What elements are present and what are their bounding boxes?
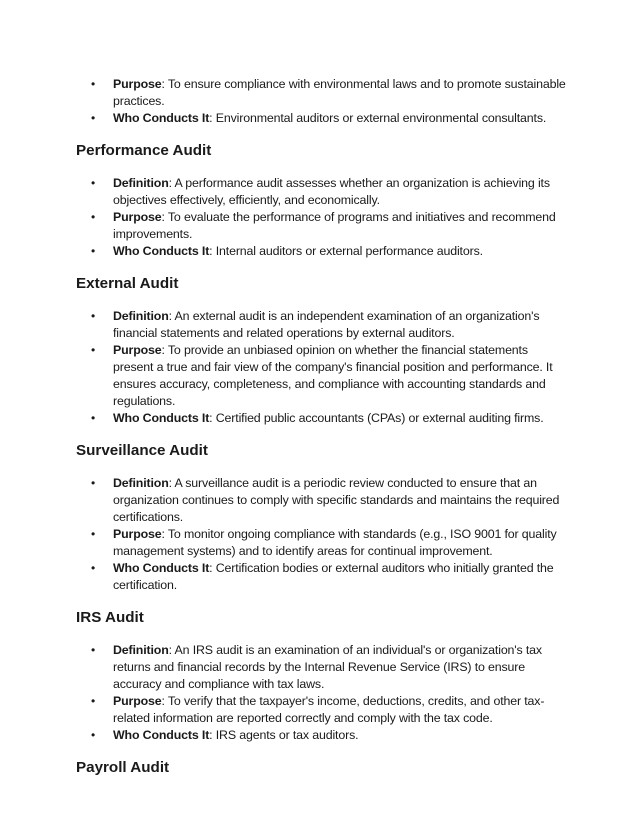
list-item (76, 175, 570, 209)
list-item (76, 308, 570, 342)
bullet-icon: • (91, 728, 96, 742)
list-item (76, 342, 570, 410)
item-text: : A performance audit assesses whether an organization is achieving its objectives effectively, efficiently, and economically. (113, 176, 550, 207)
list-item (76, 110, 570, 127)
item-term: Who Conducts It (113, 728, 210, 742)
item-text: : To provide an unbiased opinion on whether the financial statements present a true and fair view of the company's financial position and performance. It ensures accuracy, completeness, and compliance with accounting standards and regulations. (113, 343, 553, 408)
list-item (76, 209, 570, 243)
document-content (76, 76, 570, 778)
list-item (76, 727, 570, 744)
item-text: : Certification bodies or external auditors who initially granted the certification. (113, 561, 554, 592)
item-term: Who Conducts It (113, 111, 210, 125)
item-term: Purpose (113, 210, 162, 224)
item-term: Who Conducts It (113, 411, 210, 425)
bullet-icon: • (91, 309, 96, 323)
bullet-icon: • (91, 694, 96, 708)
item-text: : Internal auditors or external performance auditors. (209, 244, 483, 258)
bullet-icon: • (91, 111, 96, 125)
section-list (76, 175, 570, 260)
bullet-icon: • (91, 176, 96, 190)
list-item (76, 243, 570, 260)
section-heading: IRS Audit (76, 609, 144, 626)
bullet-icon: • (91, 411, 96, 425)
item-text: : To verify that the taxpayer's income, deductions, credits, and other tax-related information are reported correctly and comply with the tax code. (113, 694, 545, 725)
item-term: Purpose (113, 527, 162, 541)
section-list (76, 642, 570, 744)
item-term: Definition (113, 476, 169, 490)
bullet-icon: • (91, 476, 96, 490)
list-item (76, 76, 570, 110)
bullet-icon: • (91, 561, 96, 575)
list-item (76, 560, 570, 594)
item-text: : An IRS audit is an examination of an individual's or organization's tax returns and financial records by the Internal Revenue Service (IRS) to ensure accuracy and compliance with tax laws. (113, 643, 542, 691)
item-text: : Environmental auditors or external environmental consultants. (209, 111, 547, 125)
section-heading: Performance Audit (76, 142, 212, 159)
item-term: Purpose (113, 77, 162, 91)
bullet-icon: • (91, 210, 96, 224)
item-term: Definition (113, 176, 169, 190)
item-text: : To monitor ongoing compliance with standards (e.g., ISO 9001 for quality management systems) and to identify areas for continual improvement. (113, 527, 557, 558)
bullet-icon: • (91, 527, 96, 541)
list-item (76, 475, 570, 526)
list-item (76, 642, 570, 693)
item-text: : To evaluate the performance of programs and initiatives and recommend improvements. (113, 210, 556, 241)
item-term: Who Conducts It (113, 244, 210, 258)
sections (76, 127, 570, 778)
bullet-icon: • (91, 77, 96, 91)
section-list (76, 308, 570, 427)
bullet-icon: • (91, 643, 96, 657)
item-term: Who Conducts It (113, 561, 210, 575)
section-list (76, 475, 570, 594)
list-item (76, 410, 570, 427)
section-heading: External Audit (76, 275, 179, 292)
item-text: : IRS agents or tax auditors. (209, 728, 359, 742)
item-text: : To ensure compliance with environmental laws and to promote sustainable practices. (113, 77, 566, 108)
list-item (76, 526, 570, 560)
item-term: Purpose (113, 343, 162, 357)
item-text: : An external audit is an independent examination of an organization's financial statements and related operations by external auditors. (113, 309, 540, 340)
bullet-icon: • (91, 244, 96, 258)
item-term: Definition (113, 309, 169, 323)
item-text: : Certified public accountants (CPAs) or external auditing firms. (209, 411, 544, 425)
intro-list (76, 76, 570, 127)
list-item (76, 693, 570, 727)
item-term: Purpose (113, 694, 162, 708)
section-heading: Surveillance Audit (76, 442, 208, 459)
section-heading: Payroll Audit (76, 759, 170, 776)
item-text: : A surveillance audit is a periodic review conducted to ensure that an organization continues to comply with specific standards and maintains the required certifications. (113, 476, 560, 524)
bullet-icon: • (91, 343, 96, 357)
item-term: Definition (113, 643, 169, 657)
